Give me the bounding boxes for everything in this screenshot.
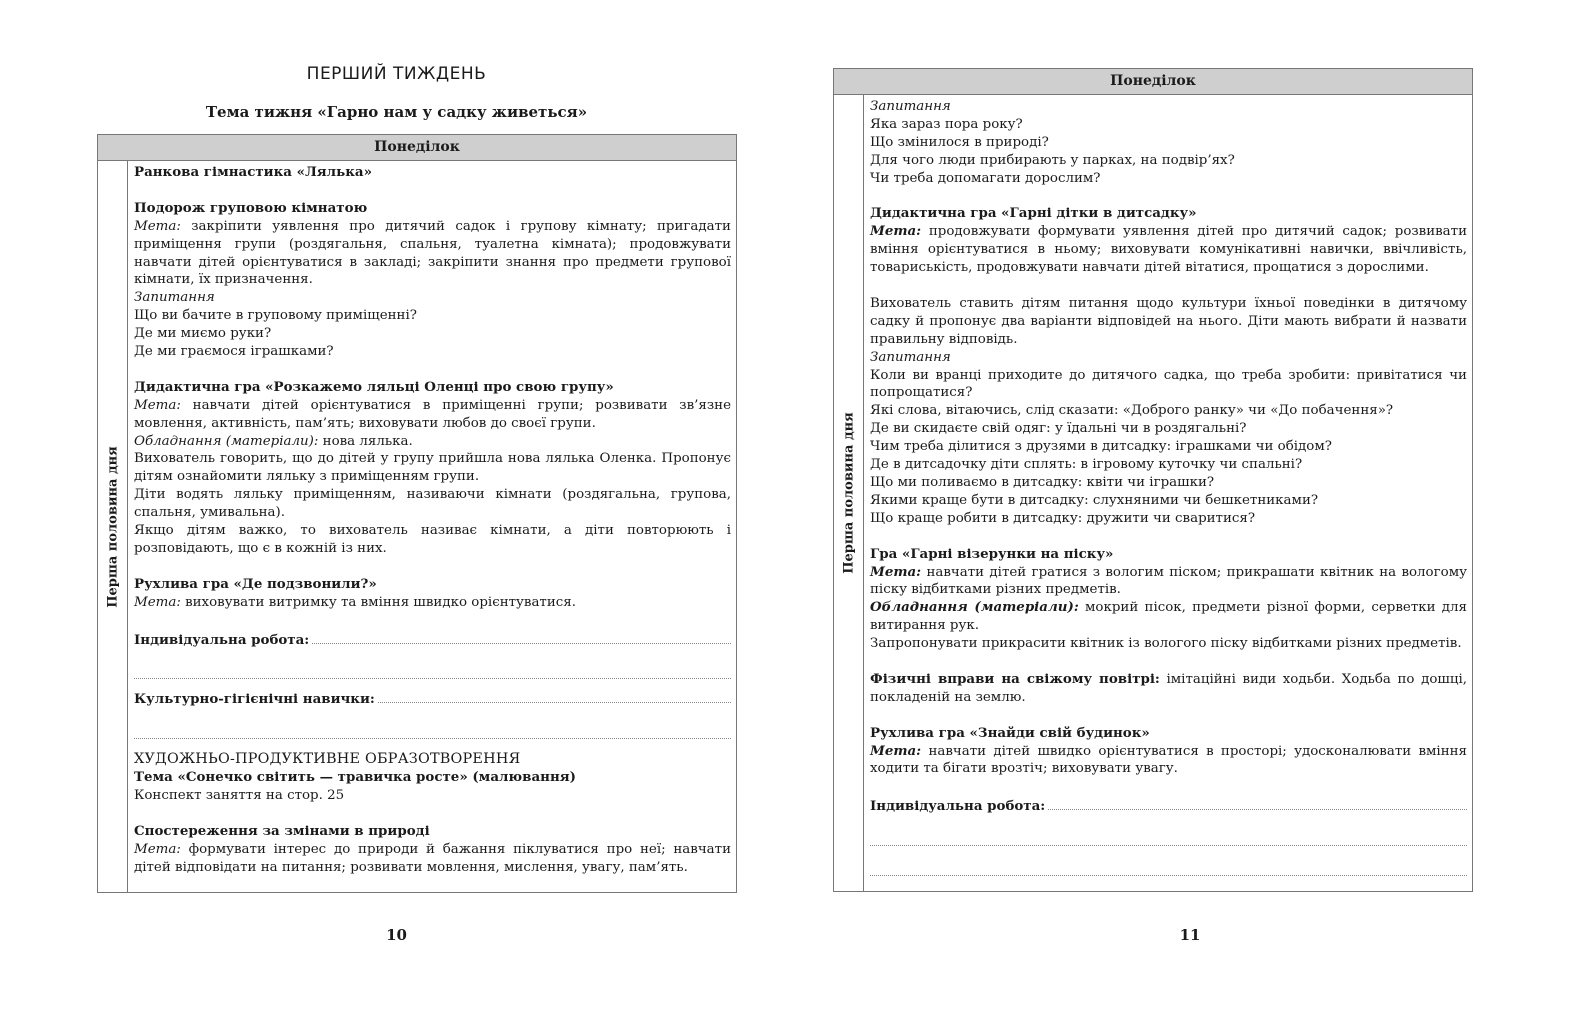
question-item: Яка зараз пора року? [870,116,1023,132]
trip-goal: Мета: закріпити уявлення про дитячий садок і групову кімнату; пригадати приміщення групи (роздягальня, спальня, туалетна кімната); продовжувати навчати дітей орієнтуватися в закладі; закріпити знання про предмети групової кімнати, їх призначення. [134,218,731,288]
morning-gym-title: Ранкова гімнастика «Лялька» [134,164,372,180]
plan-table-right [833,68,1473,892]
question-item: Де ми миємо руки? [134,326,272,342]
question-item: Які слова, вітаючись, слід сказати: «Доброго ранку» чи «До побачення»? [870,403,1394,419]
left-page [0,0,793,1020]
individual-work-field[interactable] [870,796,1467,816]
individual-work-label: Індивідуальна робота: [870,798,1046,815]
side-column [834,95,864,891]
hygiene-skills-field[interactable] [134,689,731,709]
individual-work-field[interactable] [134,630,731,650]
mobile-game-title: Рухлива гра «Де подзвонили?» [134,575,377,592]
didactic-goal: Мета: навчати дітей орієнтуватися в приміщенні групи; розвивати зв’язне мовлення, активність, пам’ять; виховувати любов до своєї групи. [134,397,732,431]
plan-content [864,95,1472,891]
exercise-text: Фізичні вправи на свіжому повітрі: імітаційні види ходьби. Ходьба по дошці, покладеній на землю. [870,670,1467,705]
question-item: Чим треба ділитися з друзями в дитсадку: іграшками чи обідом? [870,439,1332,455]
didactic-paragraph: Вихователь говорить, що до дітей у групу прийшла нова лялька Оленка. Пропонує дітям ознайомити ляльку з приміщенням групи. [134,451,731,485]
didactic-game-title: Дидактична гра «Розкажемо ляльці Оленці про свою групу» [134,378,614,395]
didactic-paragraph: Якщо дітям важко, то вихователь називає кімнати, а діти повторюють і розповідають, що є в кожній із них. [134,523,731,556]
mobile-game-goal: Мета: навчати дітей швидко орієнтуватися в просторі; удосконалювати вміння ходити та бігати врозтіч; виховувати увагу. [870,742,1467,777]
didactic-intro: Вихователь ставить дітям питання щодо культури їхньої поведінки в дитячому садку й пропонує два варіанти відповідей на нього. Діти мають вибрати й назвати правильну відповідь. [870,295,1467,347]
mobile-game-title: Рухлива гра «Знайди свій будинок» [870,724,1150,741]
trip-title: Подорож груповою кімнатою [134,199,368,216]
didactic-paragraph: Діти водять ляльку приміщенням, називаючи кімнати (роздягальна, групова, спальня, умивальна). [134,487,731,521]
question-item: Де ви скидаєте свій одяг: у їдальні чи в роздягальні? [870,421,1247,437]
fill-in-line[interactable] [134,709,731,739]
day-header: Понеділок [98,135,736,161]
didactic-game-title: Дидактична гра «Гарні дітки в дитсадку» [870,205,1197,222]
question-item: Для чого люди прибирають у парках, на подвір’ях? [870,152,1235,168]
question-item: Що ми поливаємо в дитсадку: квіти чи іграшки? [870,475,1215,490]
sand-game-note: Запропонувати прикрасити квітник із вологого піску відбитками різних предметів. [870,636,1462,652]
didactic-equipment: Обладнання (матеріали): нова лялька. [134,433,413,449]
art-reference: Конспект заняття на стор. 25 [134,788,345,804]
fill-in-line[interactable] [870,846,1467,876]
sand-game-equipment: Обладнання (матеріали): мокрий пісок, предмети різної форми, серветки для витирання рук. [870,599,1467,634]
question-item: Де ми граємося іграшками? [134,344,334,360]
question-item: Де в дитсадочку діти сплять: в ігровому куточку чи спальні? [870,457,1303,473]
sand-game-title: Гра «Гарні візерунки на піску» [870,545,1114,562]
art-theme: Тема «Сонечко світить — травичка росте» (малювання) [134,769,576,786]
question-item: Що краще робити в дитсадку: дружити чи сваритися? [870,510,1256,526]
questions-label: Запитання [870,349,951,365]
side-label: Перша половина дня [105,445,120,608]
mobile-game-goal: Мета: виховувати витримку та вміння швидко орієнтуватися. [134,594,576,610]
art-heading: ХУДОЖНЬО-ПРОДУКТИВНЕ ОБРАЗОТВОРЕННЯ [134,751,521,768]
fill-in-line[interactable] [134,649,731,679]
questions-label: Запитання [870,99,951,114]
side-column [98,161,128,892]
question-item: Що змінилося в природі? [870,134,1049,150]
question-item: Коли ви вранці приходите до дитячого садка, що треба зробити: привітатися чи попрощатися? [870,367,1467,401]
right-page [793,0,1587,1020]
page-number: 11 [1179,926,1201,944]
week-title: ПЕРШИЙ ТИЖДЕНЬ [306,64,487,84]
sand-game-goal: Мета: навчати дітей гратися з вологим піском; прикрашати квітник на вологому піску відбитками різних предметів. [870,563,1467,598]
plan-table-left [97,134,737,893]
questions-label: Запитання [134,290,215,306]
side-label: Перша половина дня [841,412,856,574]
question-item: Чи треба допомагати дорослим? [870,170,1101,186]
plan-content [128,161,736,892]
question-item: Що ви бачите в груповому приміщенні? [134,308,417,324]
observation-goal: Мета: формувати інтерес до природи й бажання піклуватися про неї; навчати дітей відповідати на питання; розвивати мовлення, мислення, увагу, пам’ять. [134,841,732,875]
fill-in-line[interactable] [870,816,1467,846]
day-header: Понеділок [834,69,1472,95]
hygiene-skills-label: Культурно-гігієнічні навички: [134,691,375,708]
week-theme: Тема тижня «Гарно нам у садку живеться» [205,103,588,121]
didactic-goal: Мета: продовжувати формувати уявлення дітей про дитячий садок; розвивати вміння орієнтуватися в ньому; виховувати комунікативні навички, ввічливість, товариськість, продовжувати навчати дітей вітатися, прощатися з дорослими. [870,223,1468,276]
question-item: Якими краще бути в дитсадку: слухняними чи бешкетниками? [870,492,1319,508]
observation-title: Спостереження за змінами в природі [134,822,430,839]
page-number: 10 [386,926,407,944]
individual-work-label: Індивідуальна робота: [134,631,310,648]
